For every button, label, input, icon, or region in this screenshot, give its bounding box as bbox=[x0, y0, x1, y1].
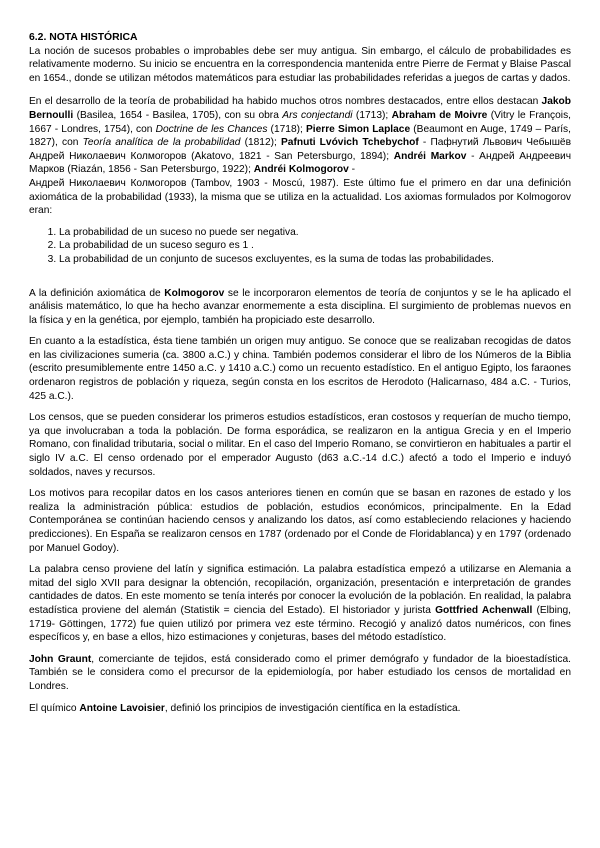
name-markov: Andréi Markov bbox=[393, 150, 467, 162]
paragraph-word-census: La palabra censo proviene del latín y significa estimación. La palabra estadística empezó a utilizarse en Alemania a mitad del siglo XVII para designar la obtención, recopilación, organización, presentación e interpretación de grandes cantidades de datos. En este momento se tenía interés por conocer la evolución de la población. En realidad, la palabra estadística proviene del alemán (Statistik = ciencia del Estado). El historiador y jurista Gottfried Achenwall (Elbing, 1719- Göttingen, 1772) fue quien utilizó por primera vez este término. Recogió y analizó datos numéricos, con fines específicos y, en base a ellos, hizo estimaciones y conjeturas, bases del método estadístico. bbox=[29, 564, 571, 644]
paragraph-origins: La noción de sucesos probables o improbables debe ser muy antigua. Sin embargo, el cálculo de probabilidades es relativamente moderno. Su inicio se encuentra en la correspondencia mantenida entre Pierre de Fermat y Blaise Pascal en 1654., donde se utilizan métodos matemáticos para estudiar las probabilidades referidas a juegos de cartas y dados. bbox=[29, 45, 571, 84]
name-graunt: John Graunt bbox=[29, 653, 92, 665]
paragraph-graunt: John Graunt, comerciante de tejidos, está considerado como el primer demógrafo y fundador de la bioestadística. También se le considera como el precursor de la epidemiología, por haber estudiado los censos de mortalidad en Londres. bbox=[29, 653, 571, 692]
name-kolmogorov-2: Kolmogorov bbox=[164, 287, 225, 299]
work-ars-conjectandi: Ars conjectandi bbox=[282, 109, 353, 121]
name-bernoulli: Jakob Bernoulli bbox=[29, 96, 571, 121]
paragraph-lavoisier: El químico Antoine Lavoisier, definió los principios de investigación científica en la estadística. bbox=[29, 702, 461, 714]
work-doctrine: Doctrine de les Chances bbox=[155, 123, 268, 135]
name-kolmogorov: Andréi Kolmogorov bbox=[253, 164, 349, 176]
section-title: 6.2. NOTA HISTÓRICA bbox=[29, 32, 138, 43]
axioms-list bbox=[29, 226, 571, 267]
paragraph-censuses: Los censos, que se pueden considerar los primeros estudios estadísticos, eran costosos y requerían de mucho tiempo, ya que involucraban a toda la población. De forma esporádica, se realizaron en la antigua Grecia y en el Imperio Romano, con finalidad tributaria, social o militar. En el caso del Imperio Romano, se convirtieron en habituales a partir el siglo IV a.C. El censo ordenado por el emperador Augusto (d63 a.C.-14 d.C.) afectó a todo el Imperio e induyó soldados, naves y recursos. bbox=[29, 412, 571, 478]
name-laplace: Pierre Simon Laplace bbox=[305, 123, 411, 135]
list-item: 3. La probabilidad de un conjunto de sucesos excluyentes, es la suma de todas las probabilidades. bbox=[59, 253, 571, 267]
paragraph-axiomatic: A la definición axiomática de Kolmogorov se le incorporaron elementos de teoría de conjuntos y se le ha aplicado el análisis matemático, lo que ha hecho avanzar enormemente a esta disciplina. El surgimiento de problemas nuevos en la física y en la genética, por ejemplo, también ha propiciado este desarrollo. bbox=[29, 287, 571, 326]
paragraph-motives: Los motivos para recopilar datos en los casos anteriores tienen en común que se basan en razones de estado y los realiza la administración pública: estudios de población, estudios económicos, principalmente. En la Edad Contemporánea se continúan haciendo censos y analizando los datos, así como estableciendo relaciones y haciendo predicciones). En España se realizaron censos en 1787 (ordenado por el Conde de Floridablanca) y en 1797 (ordenado por Manuel Godoy). bbox=[29, 488, 571, 554]
name-moivre: Abraham de Moivre bbox=[391, 109, 488, 121]
name-achenwall: Gottfried Achenwall bbox=[435, 604, 533, 616]
paragraph-statistics-origin: En cuanto a la estadística, ésta tiene también un origen muy antiguo. Se conoce que se realizaban recogidas de datos en las civilizaciones sumeria (ca. 3800 a.C.) y china. También podemos considerar el libro de los Números de la Biblia (escrito presumiblemente entre 1450 a.C. y 1410 a.C.) como un recuento estadístico. En el antiguo Egipto, los faraones ordenaron registros de población y riqueza, según consta en los escritos de Herodoto (Halicarnaso, 484 a.C. - Turios, 425 a.C.). bbox=[29, 336, 571, 402]
list-item: 1. La probabilidad de un suceso no puede ser negativa. bbox=[59, 226, 571, 240]
name-lavoisier: Antoine Lavoisier bbox=[79, 702, 165, 714]
paragraph-probability-history: En el desarrollo de la teoría de probabilidad ha habido muchos otros nombres destacados, entre ellos destacan Jakob Bernoulli (Basilea, 1654 - Basilea, 1705), con su obra Ars conjectandi (1713); Abraham de Moivre (Vitry le François, 1667 - Londres, 1754), con Doctrine de les Chances (1718); Pierre Simon Laplace (Beaumont en Auge, 1749 – París, 1827), con Teoría analítica de la probabilidad (1812); Pafnuti Lvóvich Tchebychof - Пафнутий Львович Чебышёв Андрей Николаевич Колмогоров (Akatovo, 1821 - San Petersburgo, 1894); Andréi Markov - Андрей Андреевич Марков (Riazán, 1856 - San Petersburgo, 1922); Andréi Kolmogorov - Андрей Николаевич Колмогоров (Tambov, 1903 - Moscú, 1987). Este último fue el primero en dar una definición axiomática de la probabilidad (1933), la misma que se utiliza en la actualidad. Los axiomas formulados por Kolmogorov eran: bbox=[29, 96, 572, 217]
name-chebyshev: Pafnuti Lvóvich Tchebychof bbox=[281, 137, 419, 149]
work-teoria-analitica: Teoría analítica de la probabilidad bbox=[82, 137, 241, 149]
list-item: 2. La probabilidad de un suceso seguro es 1 . bbox=[59, 239, 571, 253]
